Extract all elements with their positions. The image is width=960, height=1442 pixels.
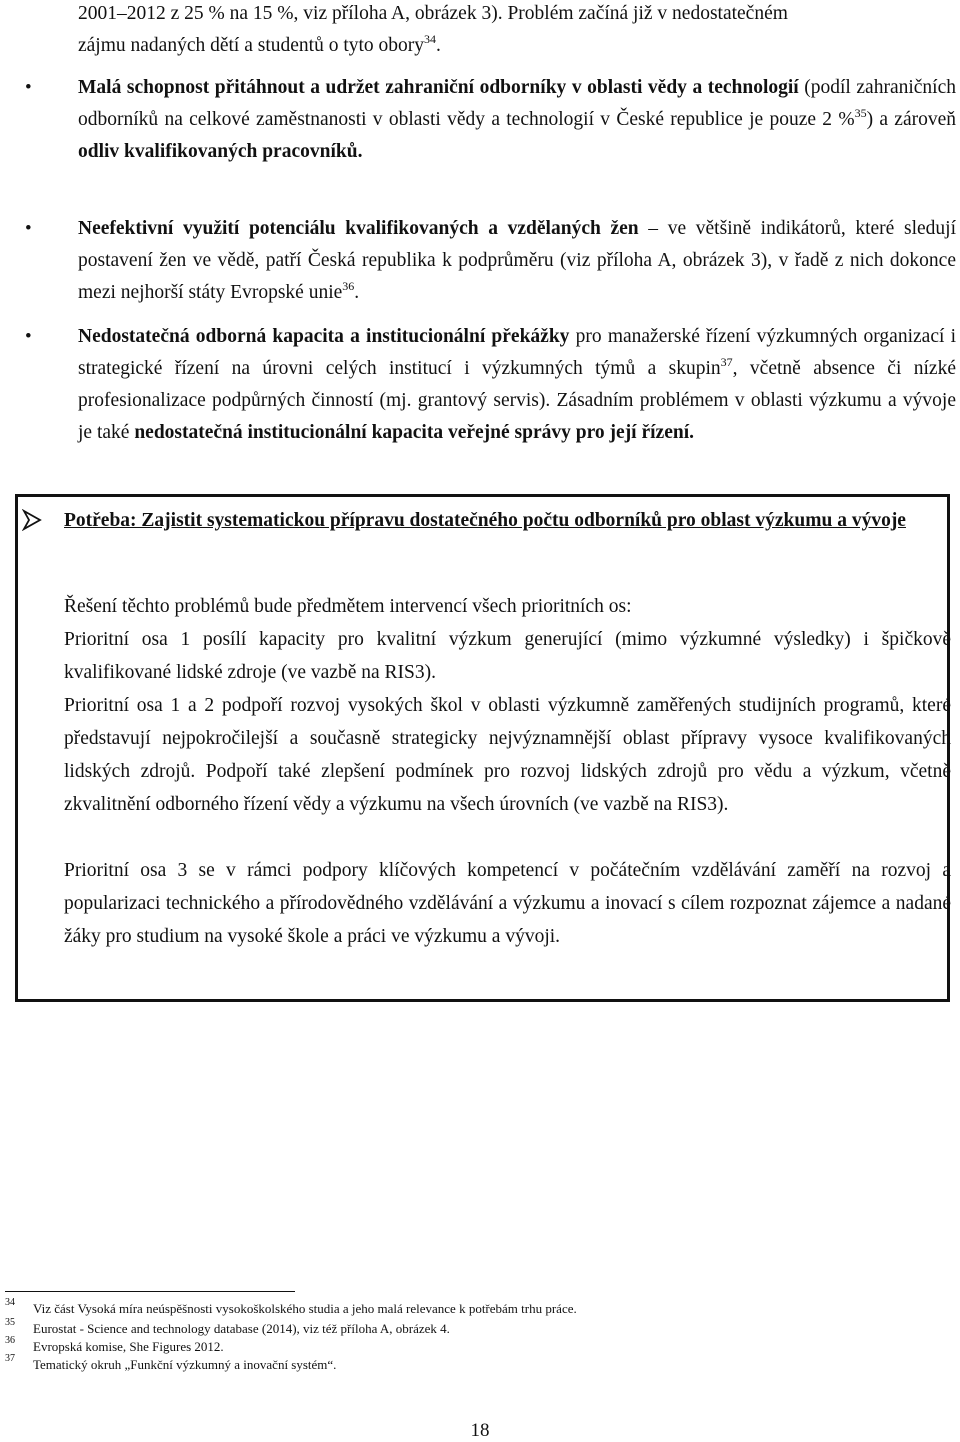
- bullet-text: , včetně absence či nízké profesionalizace podpůrných činností (mj. grantový servis). Zásadním problémem v oblasti výzkumu a vývoje je také: [78, 358, 956, 443]
- need-heading: Potřeba: Zajistit systematickou přípravu dostatečného počtu odborníků pro oblast výzkumu a vývoje: [64, 510, 906, 531]
- bullet-text: – ve většině indikátorů, které sledují postavení žen ve vědě, patří Česká republika k podprůměru (viz příloha A, obrázek 3), v řadě z nich dokonce mezi nejhorší státy Evropské unie: [78, 218, 956, 303]
- box-paragraph-axis-3: Prioritní osa 3 se v rámci podpory klíčových kompetencí v počátečním vzdělávání zaměří na rozvoj a popularizaci technického a přírodovědného vzdělávání a výzkumu a inovací s cílem rozpoznat zájemce a nadané žáky pro studium na vysoké škole a práci ve výzkumu a vývoji.: [64, 860, 951, 947]
- intro-paragraph: [78, 0, 956, 62]
- footnote-ref[interactable]: 35: [854, 105, 867, 120]
- bullet-icon: •: [25, 326, 32, 347]
- footnote-ref[interactable]: 37: [720, 354, 733, 369]
- bullet-text: pro manažerské řízení výzkumných organizací i strategické řízení na úrovni celých institucí i výzkumných týmů a skupin: [78, 326, 956, 379]
- bullet-paragraph-foreign-experts: [78, 72, 956, 168]
- bullet-paragraph-capacity: [78, 321, 956, 449]
- bullet-bold-lead: Malá schopnost přitáhnout a udržet zahraniční odborníky v oblasti vědy a technologií: [78, 77, 799, 98]
- footnote-number: 34: [5, 1297, 15, 1308]
- bullet-bold-tail: odliv kvalifikovaných pracovníků.: [78, 141, 363, 162]
- footnote-separator: [5, 1291, 295, 1292]
- arrow-bullet-icon: [22, 509, 42, 531]
- box-paragraph-intro: Řešení těchto problémů bude předmětem intervencí všech prioritních os:: [64, 596, 632, 617]
- bullet-text: .: [354, 282, 360, 303]
- bullet-paragraph-women: [78, 213, 956, 309]
- footnote-text: Evropská komise, She Figures 2012.: [33, 1339, 224, 1354]
- bullet-text: ) a zároveň: [866, 109, 957, 130]
- footnote-text: Viz část Vysoká míra neúspěšnosti vysokoškolského studia a jeho malá relevance k potřebám trhu práce.: [33, 1301, 577, 1316]
- bullet-bold-lead: Neefektivní využití potenciálu kvalifikovaných a vzdělaných žen: [78, 218, 639, 239]
- intro-line-2: zájmu nadaných dětí a studentů o tyto obory: [78, 35, 425, 56]
- page-number: 18: [470, 1420, 490, 1441]
- bullet-bold-tail: nedostatečná institucionální kapacita veřejné správy pro její řízení.: [134, 422, 694, 443]
- bullet-icon: •: [25, 77, 32, 98]
- footnote-text: Tematický okruh „Funkční výzkumný a inovační systém“.: [33, 1357, 337, 1372]
- intro-line-1: 2001–2012 z 25 % na 15 %, viz příloha A, obrázek 3). Problém začíná již v nedostatečném: [78, 3, 788, 24]
- footnote-text: Eurostat - Science and technology database (2014), viz též příloha A, obrázek 4.: [33, 1321, 450, 1336]
- intro-end: .: [436, 35, 441, 56]
- box-paragraph-axis-1: Prioritní osa 1 posílí kapacity pro kvalitní výzkum generující (mimo výzkumné výsledky) i špičkově kvalifikované lidské zdroje (ve vazbě na RIS3).: [64, 629, 951, 683]
- box-paragraph-axis-1-2: Prioritní osa 1 a 2 podpoří rozvoj vysokých škol v oblasti výzkumně zaměřených studijních programů, které představují nejpokročilejší a současně strategicky nejvýznamnější oblast přípravy vysoce kvalifikovaných lidských zdrojů. Podpoří také zlepšení podmínek pro rozvoj lidských zdrojů pro vědu a výzkum, včetně zkvalitnění odborného řízení vědy a výzkumu na všech úrovních (ve vazbě na RIS3).: [64, 695, 951, 815]
- need-box: [15, 494, 950, 1002]
- footnote-ref[interactable]: 34: [424, 31, 437, 46]
- footnote-number: 35: [5, 1317, 15, 1328]
- footnote-ref[interactable]: 36: [342, 278, 355, 293]
- bullet-icon: •: [25, 218, 32, 239]
- bullet-bold-lead: Nedostatečná odborná kapacita a institucionální překážky: [78, 326, 570, 347]
- bullet-text: (podíl zahraničních odborníků na celkové zaměstnanosti v oblasti vědy a technologií v České republice je pouze 2 %: [78, 77, 956, 130]
- footnote-number: 36: [5, 1335, 15, 1346]
- footnote-number: 37: [5, 1353, 15, 1364]
